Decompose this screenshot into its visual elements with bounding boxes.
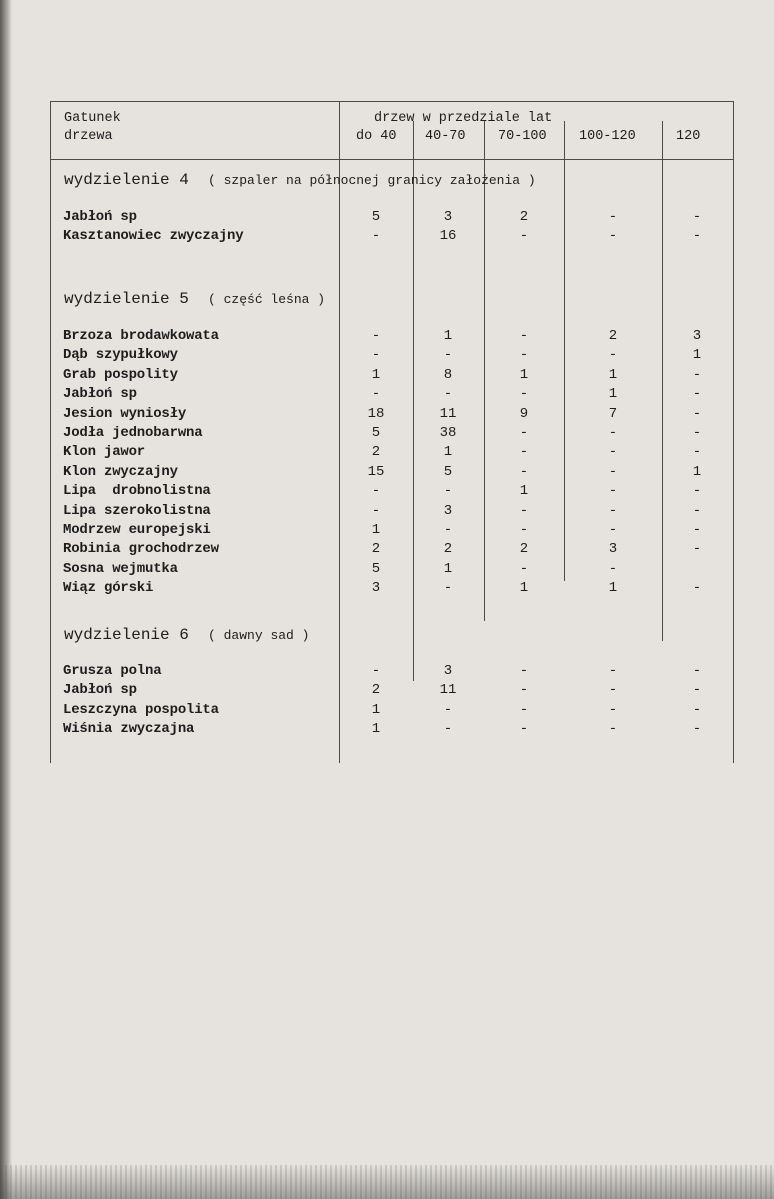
count-cell: -: [608, 463, 618, 480]
count-cell: -: [443, 701, 453, 718]
count-cell: -: [692, 663, 702, 679]
species-name: Lipa szerokolistna: [63, 502, 211, 519]
count-cell: -: [519, 682, 529, 699]
count-cell: 3: [608, 541, 618, 558]
count-cell: -: [519, 463, 529, 480]
count-cell: -: [371, 228, 381, 245]
count-cell: 11: [439, 405, 457, 422]
count-cell: 8: [443, 366, 453, 383]
count-cell: -: [519, 701, 529, 718]
count-cell: -: [692, 580, 702, 597]
count-cell: -: [692, 228, 702, 245]
header-age-col-1: do 40: [356, 129, 397, 144]
count-cell: 1: [371, 721, 381, 738]
count-cell: -: [608, 228, 618, 245]
header-species-line1: Gatunek: [64, 111, 121, 126]
count-cell: -: [371, 663, 381, 679]
count-cell: 1: [443, 328, 453, 344]
species-name: Jabłoń sp: [63, 682, 137, 699]
species-name: Grusza polna: [63, 663, 162, 679]
count-cell: 1: [371, 701, 381, 718]
species-name: Sosna wejmutka: [63, 560, 178, 577]
count-cell: -: [443, 483, 453, 500]
count-cell: 1: [443, 560, 453, 577]
count-cell: -: [608, 209, 618, 225]
species-name: Klon zwyczajny: [63, 463, 178, 480]
section-title: wydzielenie 4: [64, 171, 189, 189]
count-cell: 1: [692, 463, 702, 480]
count-cell: -: [608, 663, 618, 679]
count-cell: -: [692, 721, 702, 738]
species-name: Jabłoń sp: [63, 209, 137, 225]
species-name: Wiśnia zwyczajna: [63, 721, 195, 738]
count-cell: 5: [443, 463, 453, 480]
count-cell: -: [519, 444, 529, 461]
header-species-line2: drzewa: [64, 129, 113, 144]
column-rule-100: [564, 121, 565, 581]
species-name: Robinia grochodrzew: [63, 541, 219, 558]
count-cell: -: [692, 386, 702, 403]
section-note: ( dawny sad ): [208, 628, 310, 643]
count-cell: -: [608, 682, 618, 699]
count-cell: -: [371, 386, 381, 403]
count-cell: -: [608, 483, 618, 500]
species-name: Jesion wyniosły: [63, 405, 187, 422]
count-cell: -: [371, 502, 381, 519]
count-cell: -: [608, 701, 618, 718]
species-name: Jodła jednobarwna: [63, 425, 203, 441]
count-cell: 3: [443, 502, 453, 519]
header-bottom-rule: [50, 159, 734, 160]
count-cell: 1: [608, 580, 618, 597]
count-cell: -: [443, 386, 453, 403]
count-cell: 2: [608, 328, 618, 344]
table-top-rule: [50, 101, 734, 102]
count-cell: -: [519, 560, 529, 577]
count-cell: 16: [439, 228, 457, 245]
count-cell: 3: [371, 580, 381, 597]
section-note: ( szpaler na północnej granicy założenia ): [208, 173, 536, 188]
scan-bottom-edge: [0, 1165, 774, 1199]
count-cell: 1: [608, 386, 618, 403]
count-cell: 7: [608, 405, 618, 422]
count-cell: -: [692, 541, 702, 558]
count-cell: -: [692, 405, 702, 422]
species-name: Wiąz górski: [63, 580, 154, 597]
count-cell: 1: [443, 444, 453, 461]
count-cell: -: [692, 444, 702, 461]
count-cell: 2: [519, 209, 529, 225]
count-cell: -: [443, 580, 453, 597]
count-cell: -: [608, 522, 618, 538]
species-name: Leszczyna pospolita: [63, 701, 219, 718]
section-title: wydzielenie 5: [64, 290, 189, 308]
count-cell: -: [608, 721, 618, 738]
column-rule-40: [413, 121, 414, 681]
count-cell: 2: [519, 541, 529, 558]
species-name: Lipa drobnolistna: [63, 483, 211, 500]
count-cell: -: [608, 347, 618, 364]
count-cell: -: [519, 328, 529, 344]
count-cell: -: [608, 425, 618, 441]
count-cell: -: [692, 682, 702, 699]
header-group-title: drzew w przedziale lat: [374, 111, 553, 126]
count-cell: 1: [519, 483, 529, 500]
count-cell: -: [608, 560, 618, 577]
count-cell: 1: [519, 580, 529, 597]
count-cell: 2: [371, 444, 381, 461]
header-age-col-4: 100-120: [579, 129, 636, 144]
count-cell: -: [692, 502, 702, 519]
count-cell: 38: [439, 425, 457, 441]
species-name: Grab pospolity: [63, 366, 178, 383]
count-cell: -: [443, 522, 453, 538]
count-cell: -: [608, 502, 618, 519]
count-cell: -: [443, 347, 453, 364]
species-name: Brzoza brodawkowata: [63, 328, 219, 344]
count-cell: 5: [371, 560, 381, 577]
species-name: Kasztanowiec zwyczajny: [63, 228, 244, 245]
count-cell: 3: [692, 328, 702, 344]
count-cell: 2: [371, 682, 381, 699]
column-rule-120: [662, 121, 663, 641]
section-note: ( część leśna ): [208, 292, 326, 307]
count-cell: 2: [371, 541, 381, 558]
section-title: wydzielenie 6: [64, 626, 189, 644]
count-cell: -: [519, 425, 529, 441]
count-cell: -: [519, 228, 529, 245]
count-cell: -: [371, 347, 381, 364]
species-column-rule: [339, 101, 340, 763]
count-cell: 1: [608, 366, 618, 383]
count-cell: 18: [367, 405, 385, 422]
table-right-rule: [733, 101, 734, 763]
count-cell: -: [519, 721, 529, 738]
count-cell: 3: [443, 663, 453, 679]
count-cell: -: [692, 701, 702, 718]
count-cell: 1: [519, 366, 529, 383]
column-rule-70: [484, 121, 485, 621]
header-age-col-2: 40-70: [425, 129, 466, 144]
count-cell: -: [519, 347, 529, 364]
count-cell: -: [692, 366, 702, 383]
count-cell: 1: [371, 522, 381, 538]
count-cell: -: [519, 663, 529, 679]
species-name: Jabłoń sp: [63, 386, 137, 403]
count-cell: -: [443, 721, 453, 738]
count-cell: 3: [443, 209, 453, 225]
header-age-col-5: 120: [676, 129, 701, 144]
count-cell: 15: [367, 463, 385, 480]
count-cell: -: [692, 209, 702, 225]
count-cell: -: [692, 522, 702, 538]
count-cell: 11: [439, 682, 457, 699]
count-cell: 1: [692, 347, 702, 364]
count-cell: 5: [371, 425, 381, 441]
count-cell: -: [519, 522, 529, 538]
species-name: Dąb szypułkowy: [63, 347, 178, 364]
section-heading: [64, 626, 309, 645]
count-cell: -: [371, 328, 381, 344]
count-cell: -: [692, 483, 702, 500]
count-cell: 9: [519, 405, 529, 422]
count-cell: -: [692, 425, 702, 441]
header-age-col-3: 70-100: [498, 129, 547, 144]
tree-inventory-table: [50, 101, 734, 763]
count-cell: 1: [371, 366, 381, 383]
species-name: Modrzew europejski: [63, 522, 211, 538]
count-cell: 5: [371, 209, 381, 225]
count-cell: 2: [443, 541, 453, 558]
table-left-rule: [50, 101, 51, 763]
count-cell: -: [608, 444, 618, 461]
count-cell: -: [519, 502, 529, 519]
species-name: Klon jawor: [63, 444, 146, 461]
page-binding-shadow: [0, 0, 12, 1199]
count-cell: -: [519, 386, 529, 403]
section-heading: [64, 171, 536, 190]
section-heading: [64, 290, 325, 309]
count-cell: -: [371, 483, 381, 500]
